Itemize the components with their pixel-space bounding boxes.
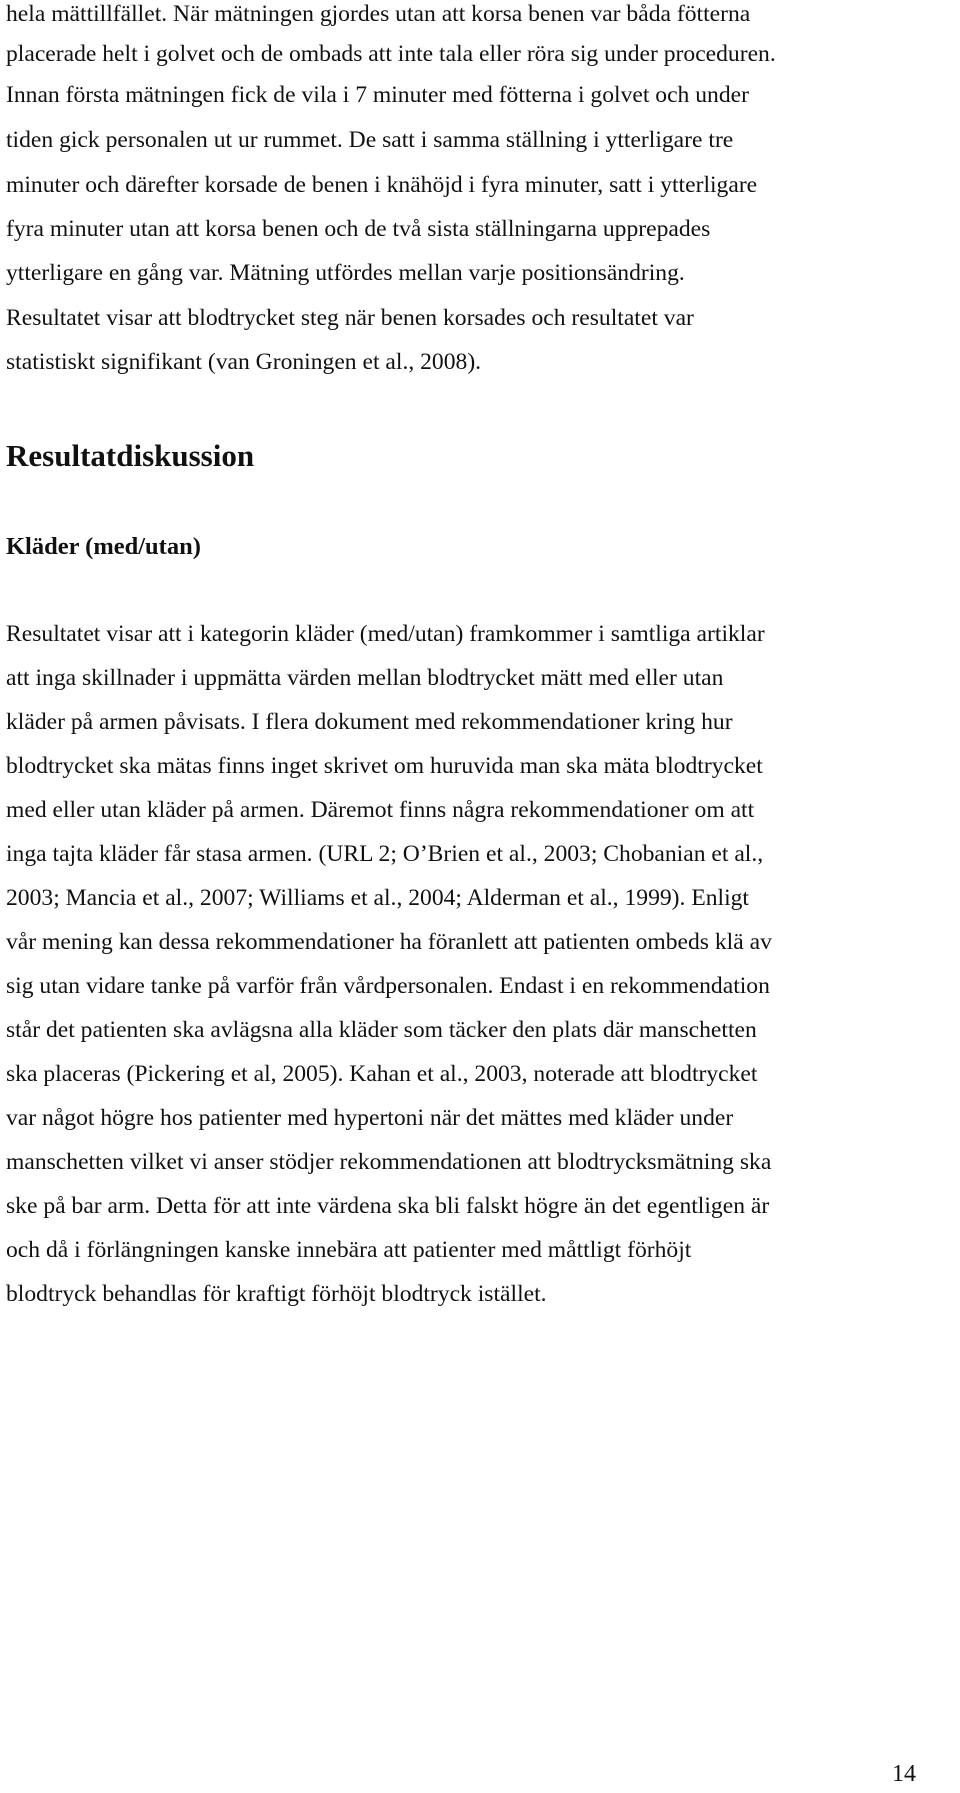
text-line: statistiskt signifikant (van Groningen et al., 2008). — [6, 349, 482, 375]
text-line: kläder på armen påvisats. I flera dokument med rekommendationer kring hur — [6, 709, 733, 735]
text-line: inga tajta kläder får stasa armen. (URL 2; O’Brien et al., 2003; Chobanian et al., — [6, 841, 764, 867]
text-line: blodtrycket ska mätas finns inget skrivet om huruvida man ska mäta blodtrycket — [6, 753, 763, 779]
text-line: ska placeras (Pickering et al, 2005). Kahan et al., 2003, noterade att blodtrycket — [6, 1061, 758, 1087]
text-line: Resultatet visar att i kategorin kläder (med/utan) framkommer i samtliga artiklar — [6, 621, 765, 647]
text-line: sig utan vidare tanke på varför från vårdpersonalen. Endast i en rekommendation — [6, 973, 770, 999]
text-line: Innan första mätningen fick de vila i 7 minuter med fötterna i golvet och under — [6, 82, 749, 108]
page-number: 14 — [892, 1761, 916, 1787]
text-line: hela mättillfället. När mätningen gjordes utan att korsa benen var båda fötterna — [6, 1, 751, 27]
text-line: Resultatet visar att blodtrycket steg när benen korsades och resultatet var — [6, 305, 694, 331]
text-line: står det patienten ska avlägsna alla kläder som täcker den plats där manschetten — [6, 1017, 757, 1043]
text-line: blodtryck behandlas för kraftigt förhöjt blodtryck istället. — [6, 1281, 547, 1307]
text-line: vår mening kan dessa rekommendationer ha föranlett att patienten ombeds klä av — [6, 929, 772, 955]
text-line: placerade helt i golvet och de ombads att inte tala eller röra sig under proceduren. — [6, 41, 776, 67]
text-line: att inga skillnader i uppmätta värden mellan blodtrycket mätt med eller utan — [6, 665, 724, 691]
text-line: med eller utan kläder på armen. Däremot finns några rekommendationer om att — [6, 797, 755, 823]
text-line: ytterligare en gång var. Mätning utfördes mellan varje positionsändring. — [6, 260, 685, 286]
text-line: tiden gick personalen ut ur rummet. De satt i samma ställning i ytterligare tre — [6, 127, 734, 153]
text-line: 2003; Mancia et al., 2007; Williams et al., 2004; Alderman et al., 1999). Enligt — [6, 885, 749, 911]
text-line: manschetten vilket vi anser stödjer rekommendationen att blodtrycksmätning ska — [6, 1149, 772, 1175]
text-line: minuter och därefter korsade de benen i knähöjd i fyra minuter, satt i ytterligare — [6, 172, 758, 198]
text-line: var något högre hos patienter med hypertoni när det mättes med kläder under — [6, 1105, 734, 1131]
text-line: och då i förlängningen kanske innebära att patienter med måttligt förhöjt — [6, 1237, 692, 1263]
subsection-heading: Kläder (med/utan) — [6, 533, 201, 560]
section-heading: Resultatdiskussion — [6, 438, 255, 473]
text-line: fyra minuter utan att korsa benen och de två sista ställningarna upprepades — [6, 216, 711, 242]
text-line: ske på bar arm. Detta för att inte värdena ska bli falskt högre än det egentligen är — [6, 1193, 770, 1219]
